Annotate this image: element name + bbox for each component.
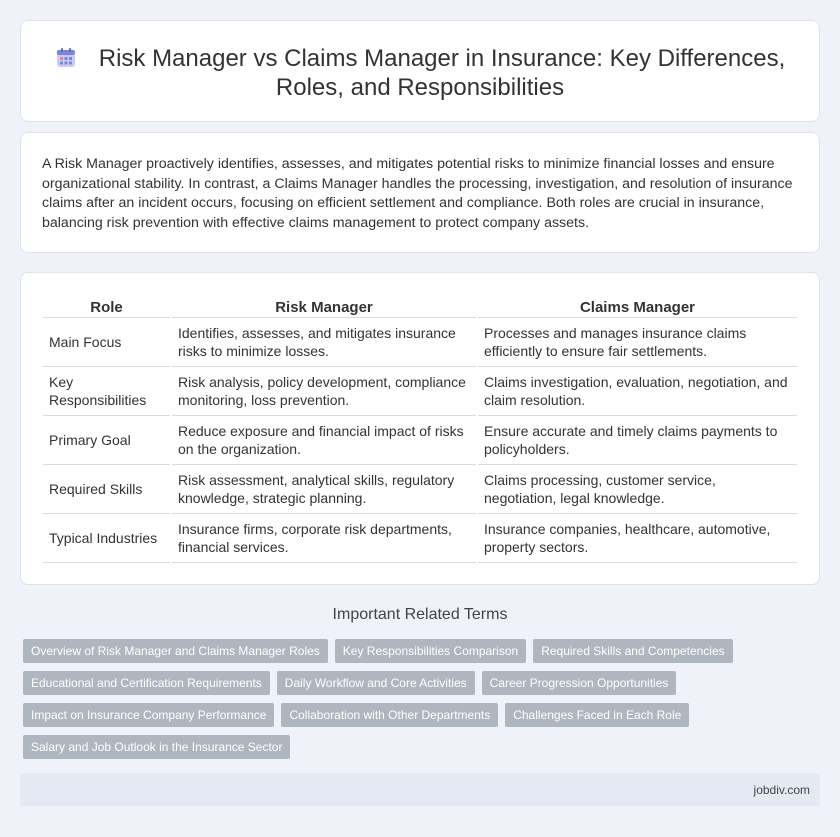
title-line-2: Roles, and Responsibilities	[275, 74, 565, 101]
related-term-tag[interactable]: Educational and Certification Requirements	[23, 671, 270, 695]
related-term-tag[interactable]: Career Progression Opportunities	[482, 671, 677, 695]
intro-paragraph: A Risk Manager proactively identifies, assesses, and mitigates potential risks to minimize financial losses and ensure organizational stability. In contrast, a Claims Manager handles the processing, investigation, and resolution of insurance claims after an incident occurs, focusing on efficient settlement and compliance. Both roles are crucial in insurance, balancing risk prevention with effective claims management to protect company assets.	[42, 156, 793, 231]
table-row	[43, 367, 797, 416]
column-header-role: Role	[43, 295, 170, 318]
intro-card	[20, 132, 820, 253]
related-term-tag[interactable]: Daily Workflow and Core Activities	[277, 671, 475, 695]
row-label: Main Focus	[43, 318, 170, 367]
row-label: Typical Industries	[43, 514, 170, 563]
claims-manager-cell: Insurance companies, healthcare, automotive, property sectors.	[478, 514, 797, 563]
tag-row	[23, 735, 803, 759]
claims-manager-cell: Processes and manages insurance claims efficiently to ensure fair settlements.	[478, 318, 797, 367]
table-row	[43, 416, 797, 465]
risk-manager-cell: Insurance firms, corporate risk departments, financial services.	[172, 514, 476, 563]
related-term-tag[interactable]: Challenges Faced in Each Role	[505, 703, 689, 727]
comparison-table	[41, 295, 799, 563]
risk-manager-cell: Risk assessment, analytical skills, regulatory knowledge, strategic planning.	[172, 465, 476, 514]
risk-manager-cell: Identifies, assesses, and mitigates insurance risks to minimize losses.	[172, 318, 476, 367]
row-label: Required Skills	[43, 465, 170, 514]
row-label: Key Responsibilities	[43, 367, 170, 416]
table-header-row	[43, 295, 797, 318]
risk-manager-cell: Risk analysis, policy development, compliance monitoring, loss prevention.	[172, 367, 476, 416]
claims-manager-cell: Claims investigation, evaluation, negotiation, and claim resolution.	[478, 367, 797, 416]
table-row	[43, 465, 797, 514]
related-term-tag[interactable]: Collaboration with Other Departments	[281, 703, 498, 727]
related-term-tag[interactable]: Key Responsibilities Comparison	[335, 639, 526, 663]
footer	[20, 773, 820, 806]
header-card	[20, 20, 820, 122]
column-header-risk-manager: Risk Manager	[172, 295, 476, 318]
claims-manager-cell: Claims processing, customer service, negotiation, legal knowledge.	[478, 465, 797, 514]
related-term-tag[interactable]: Overview of Risk Manager and Claims Manager Roles	[23, 639, 328, 663]
comparison-card	[20, 272, 820, 585]
column-header-claims-manager: Claims Manager	[478, 295, 797, 318]
page-title	[21, 44, 819, 102]
footer-site-link[interactable]: jobdiv.com	[753, 783, 810, 797]
calendar-icon	[55, 47, 77, 69]
related-terms-heading: Important Related Terms	[332, 606, 508, 623]
related-term-tag[interactable]: Salary and Job Outlook in the Insurance Sector	[23, 735, 290, 759]
title-wrap	[21, 44, 819, 102]
row-label: Primary Goal	[43, 416, 170, 465]
risk-manager-cell: Reduce exposure and financial impact of risks on the organization.	[172, 416, 476, 465]
tag-row	[23, 639, 803, 663]
table-row	[43, 514, 797, 563]
title-line-1: Risk Manager vs Claims Manager in Insurance: Key Differences,	[98, 45, 786, 72]
claims-manager-cell: Ensure accurate and timely claims payments to policyholders.	[478, 416, 797, 465]
related-term-tag[interactable]: Required Skills and Competencies	[533, 639, 732, 663]
tag-row	[23, 703, 803, 727]
related-terms-tags	[23, 639, 803, 767]
tag-row	[23, 671, 803, 695]
table-row	[43, 318, 797, 367]
related-term-tag[interactable]: Impact on Insurance Company Performance	[23, 703, 274, 727]
